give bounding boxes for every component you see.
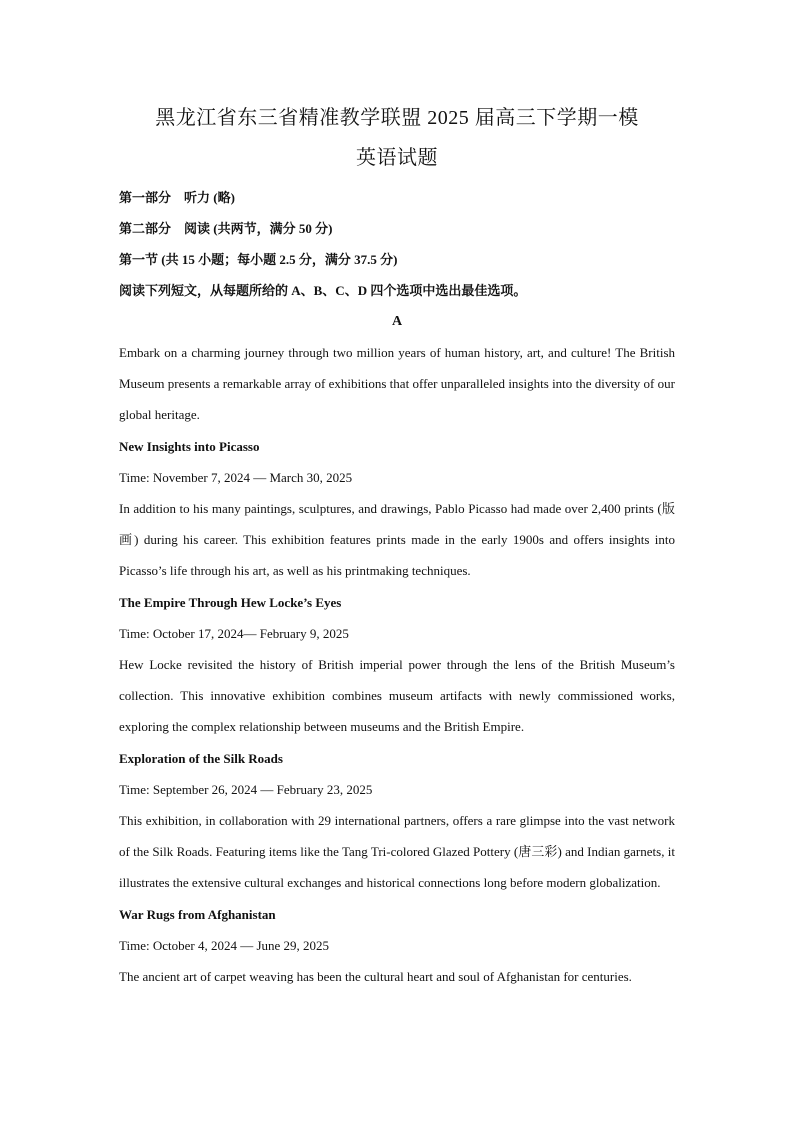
exhibition-time: Time: October 4, 2024 — June 29, 2025 xyxy=(119,937,330,953)
passage-intro: Embark on a charming journey through two million years of human history, art, and culture! The British Museum presents a remarkable array of exhibitions that offer unparalleled insights into the diversity of our global heritage. xyxy=(119,345,675,423)
exhibition-title: New Insights into Picasso xyxy=(119,438,260,454)
exhibition-title: The Empire Through Hew Locke’s Eyes xyxy=(119,594,342,610)
part-two-heading: 第二部分 阅读 (共两节，满分 50 分) xyxy=(119,221,333,236)
exhibition-title: Exploration of the Silk Roads xyxy=(119,750,283,766)
document-subtitle: 英语试题 xyxy=(356,147,438,169)
exhibition-time: Time: September 26, 2024 — February 23, 2025 xyxy=(119,781,373,797)
part-one-heading: 第一部分 听力 (略) xyxy=(119,190,235,205)
section-one-heading: 第一节 (共 15 小题；每小题 2.5 分，满分 37.5 分) xyxy=(119,252,398,267)
exhibition-description: Hew Locke revisited the history of British imperial power through the lens of the British Museum’s collection. This innovative exhibition combines museum artifacts with newly commissioned works, exploring the complex relationship between museums and the British Empire. xyxy=(119,657,675,735)
exhibition-title: War Rugs from Afghanistan xyxy=(119,906,276,922)
exhibition-time: Time: October 17, 2024— February 9, 2025 xyxy=(119,625,349,641)
document-title: 黑龙江省东三省精准教学联盟 2025 届高三下学期一模 xyxy=(155,107,639,129)
exhibition-description: This exhibition, in collaboration with 29 international partners, offers a rare glimpse into the vast network of the Silk Roads. Featuring items like the Tang Tri-colored Glazed Pottery (唐三彩) and Indian garnets, it illustrates the extensive cultural exchanges and historical connections long before modern globalization. xyxy=(119,813,675,891)
reading-instruction: 阅读下列短文，从每题所给的 A、B、C、D 四个选项中选出最佳选项。 xyxy=(119,283,527,298)
exhibition-time: Time: November 7, 2024 — March 30, 2025 xyxy=(119,469,353,485)
exhibition-description: In addition to his many paintings, sculptures, and drawings, Pablo Picasso had made over 2,400 prints (版画) during his career. This exhibition features prints made in the early 1900s and offers insights into Picasso’s life through his art, as well as his printmaking techniques. xyxy=(119,501,675,579)
passage-letter: A xyxy=(391,314,403,329)
exhibition-description: The ancient art of carpet weaving has been the cultural heart and soul of Afghanistan for centuries. xyxy=(119,969,632,985)
